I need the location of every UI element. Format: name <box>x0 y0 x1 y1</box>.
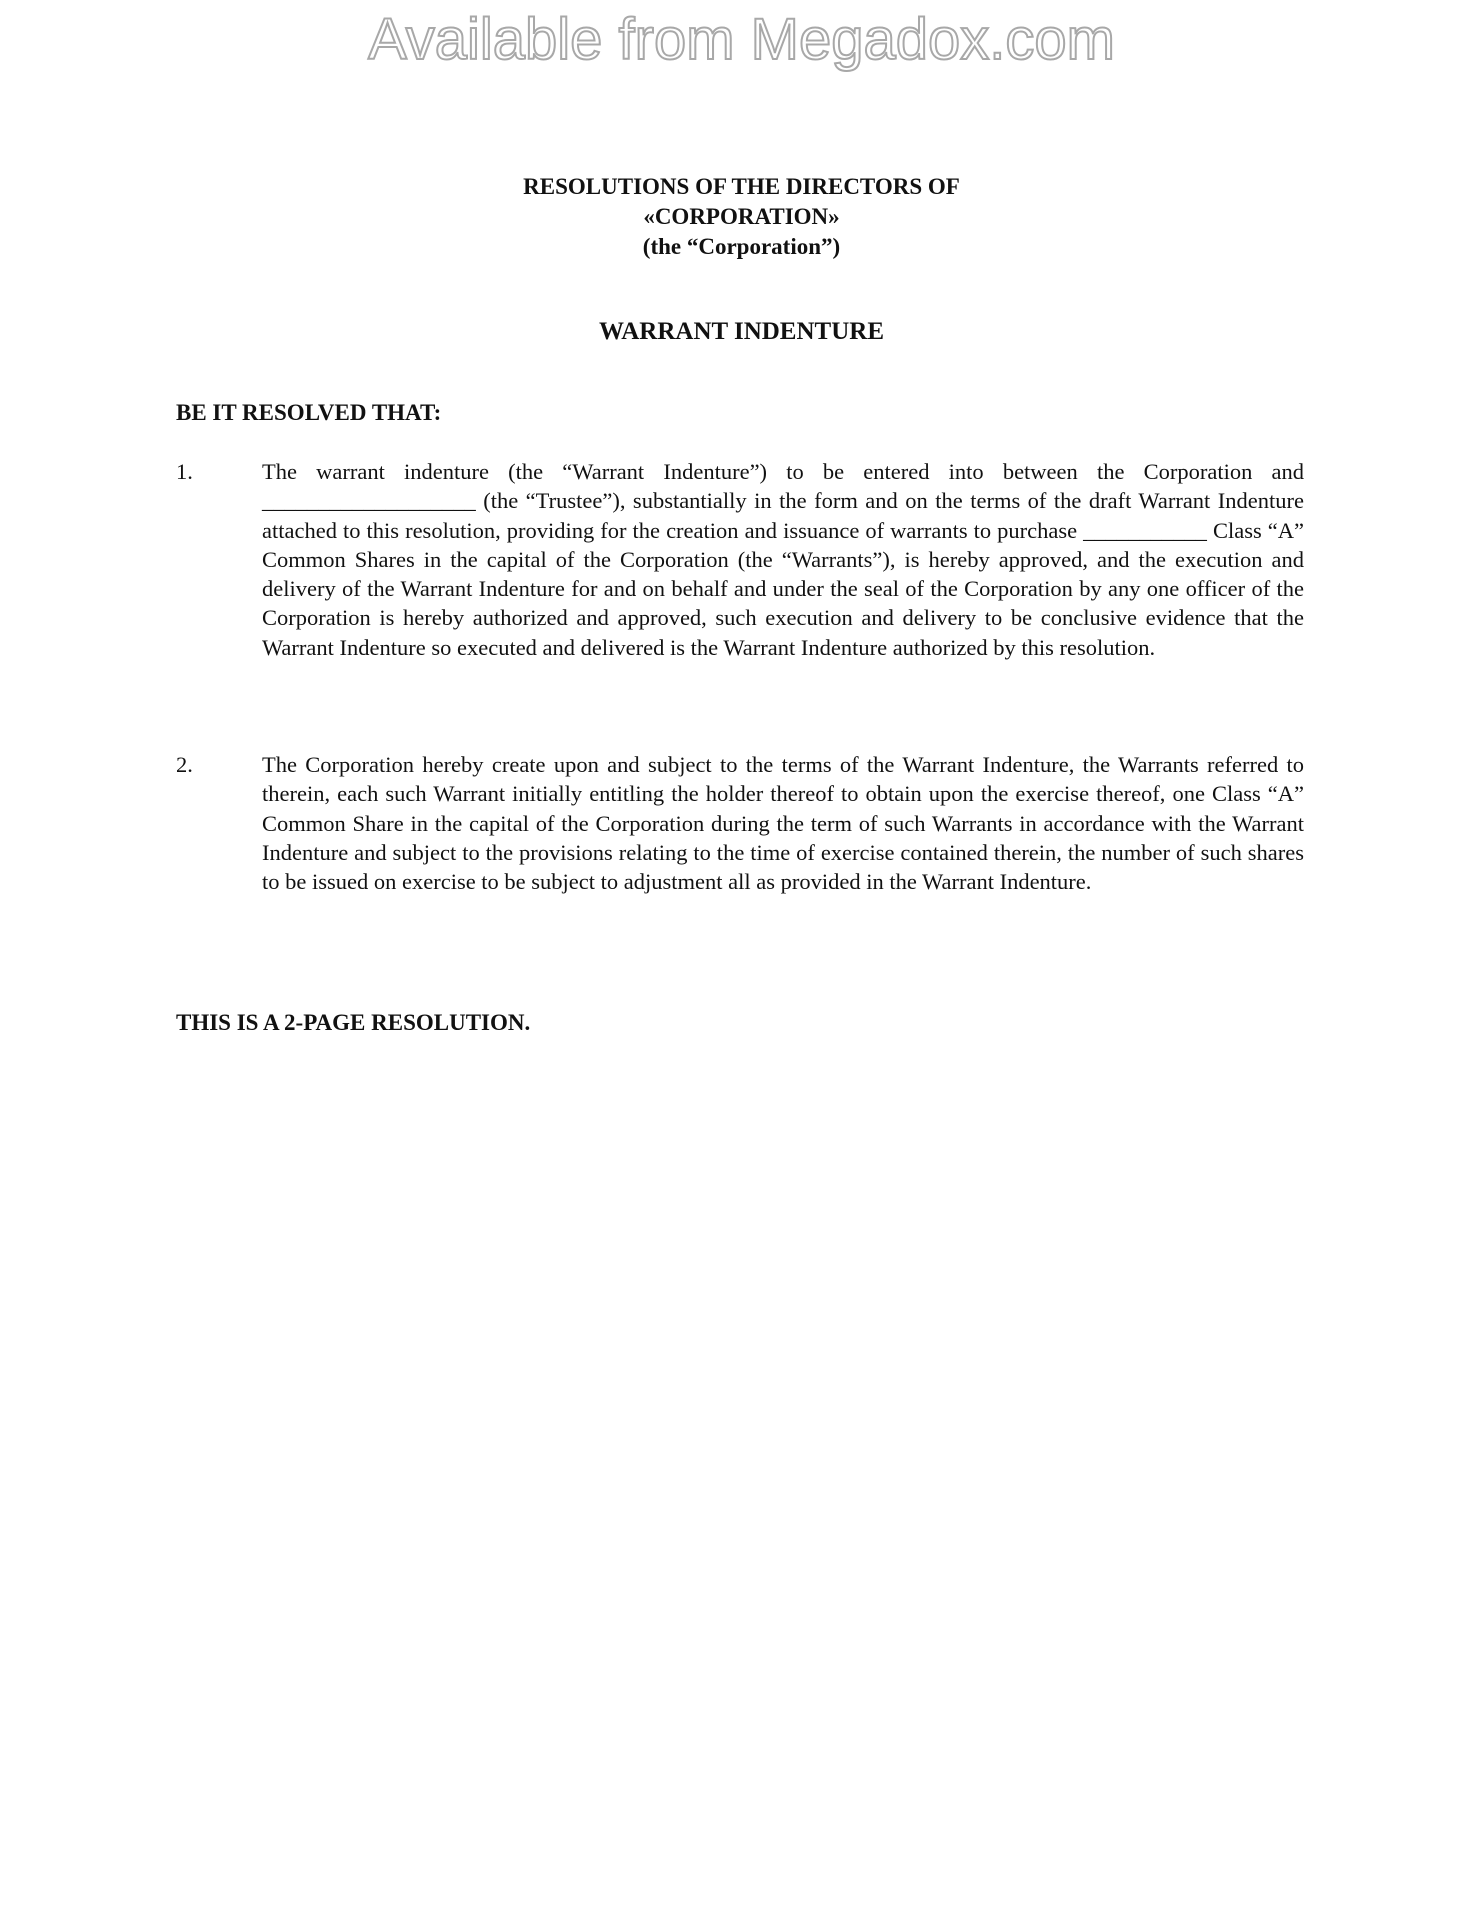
title-line-2: «CORPORATION» <box>643 204 840 229</box>
document-title-block <box>0 172 1483 262</box>
title-line-3: (the “Corporation”) <box>642 234 841 259</box>
resolution-item <box>176 457 1304 662</box>
closing-statement: THIS IS A 2-PAGE RESOLUTION. <box>176 1010 531 1035</box>
item-text: The warrant indenture (the “Warrant Indenture”) to be entered into between the Corporation and ___________________ (the “Trustee”), substantially in the form and on the terms of the draft Warrant Indenture attached to this resolution, providing for the creation and issuance of warrants to purchase ___________ Class “A” Common Shares in the capital of the Corporation (the “Warrants”), is hereby approved, and the execution and delivery of the Warrant Indenture for and on behalf and under the seal of the Corporation by any one officer of the Corporation is hereby authorized and approved, such execution and delivery to be conclusive evidence that the Warrant Indenture so executed and delivered is the Warrant Indenture authorized by this resolution. <box>262 459 1304 660</box>
resolved-label: BE IT RESOLVED THAT: <box>176 400 442 425</box>
title-line-1: RESOLUTIONS OF THE DIRECTORS OF <box>523 174 960 199</box>
document-heading: WARRANT INDENTURE <box>599 318 884 345</box>
item-number: 1. <box>176 459 193 484</box>
resolution-item <box>176 750 1304 896</box>
watermark: Available from Megadox.com <box>368 7 1115 72</box>
item-text: The Corporation hereby create upon and subject to the terms of the Warrant Indenture, the Warrants referred to therein, each such Warrant initially entitling the holder thereof to obtain upon the exercise thereof, one Class “A” Common Share in the capital of the Corporation during the term of such Warrants in accordance with the Warrant Indenture and subject to the provisions relating to the time of exercise contained therein, the number of such shares to be issued on exercise to be subject to adjustment all as provided in the Warrant Indenture. <box>262 752 1304 895</box>
item-number: 2. <box>176 752 193 777</box>
